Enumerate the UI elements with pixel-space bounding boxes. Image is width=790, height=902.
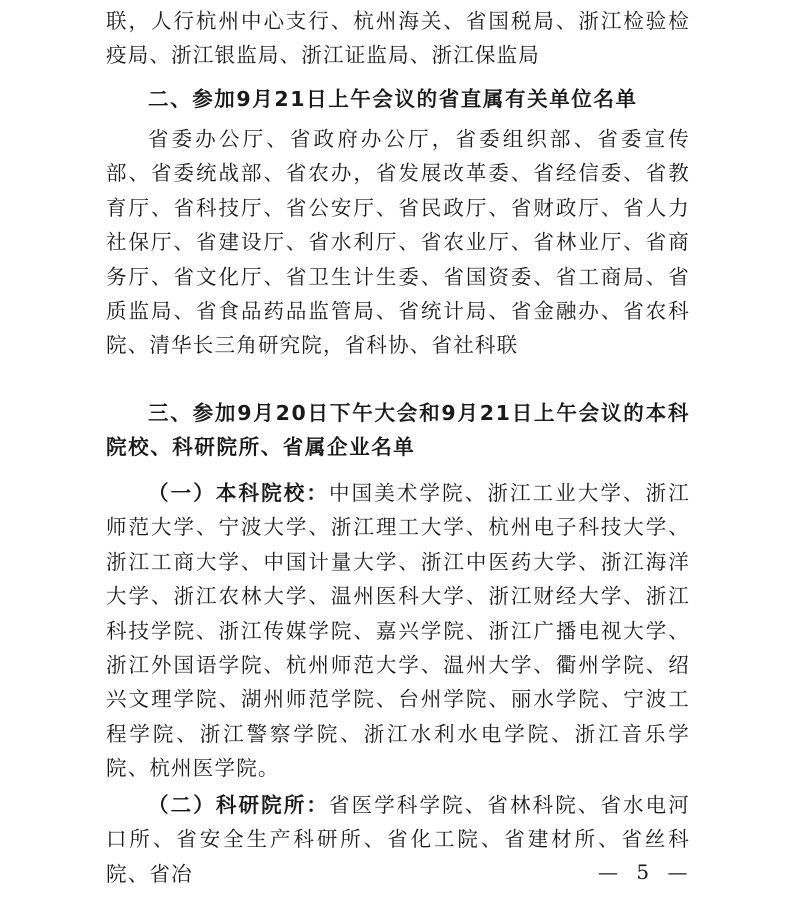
paragraph-provincial-units: 省委办公厅、省政府办公厅，省委组织部、省委宣传部、省委统战部、省农办，省发展改革委、省经信委、省教育厅、省科技厅、省公安厅、省民政厅、省财政厅、省人力社保厅、省建设厅、省水利厅、省农业厅、省林业厅、省商务厅、省文化厅、省卫生计生委、省国资委、省工商局、省质监局、省食品药品监管局、省统计局、省金融办、省农科院、清华长三角研究院，省科协、省社科联	[106, 127, 690, 358]
body-text-provincial-units	[106, 122, 690, 363]
section-heading-3	[106, 396, 690, 465]
paragraph-universities	[106, 476, 690, 786]
section-heading-2-text: 二、参加9月21日上午会议的省直属有关单位名单	[148, 87, 638, 111]
page-number: — 5 —	[598, 860, 694, 884]
universities-list: 中国美术学院、浙江工业大学、浙江师范大学、宁波大学、浙江理工大学、杭州电子科技大学、浙江工商大学、中国计量大学、浙江中医药大学、浙江海洋大学、浙江农林大学、温州医科大学、浙江财经大学、浙江科技学院、浙江传媒学院、嘉兴学院、浙江广播电视大学、浙江外国语学院、杭州师范大学、温州大学、衢州学院、绍兴文理学院、湖州师范学院、台州学院、丽水学院、宁波工程学院、浙江警察学院、浙江水利水电学院、浙江音乐学院、杭州医学院。	[106, 481, 691, 781]
section-heading-2	[106, 82, 690, 116]
label-universities: （一）本科院校：	[148, 481, 329, 505]
paragraph-continuation: 联，人行杭州中心支行、杭州海关、省国税局、浙江检验检疫局、浙江银监局、浙江证监局、浙江保监局	[106, 9, 690, 68]
label-research-institutes: （二）科研院所：	[148, 793, 329, 817]
body-text	[106, 4, 690, 73]
section-heading-3-text: 三、参加9月20日下午大会和9月21日上午会议的本科院校、科研院所、省属企业名单	[106, 401, 690, 460]
research-institutes-list: 省医学科学院、省林科院、省水电河口所、省安全生产科研所、省化工院、省建材所、省丝科院、省冶	[106, 793, 691, 886]
body-text-universities	[106, 476, 690, 786]
